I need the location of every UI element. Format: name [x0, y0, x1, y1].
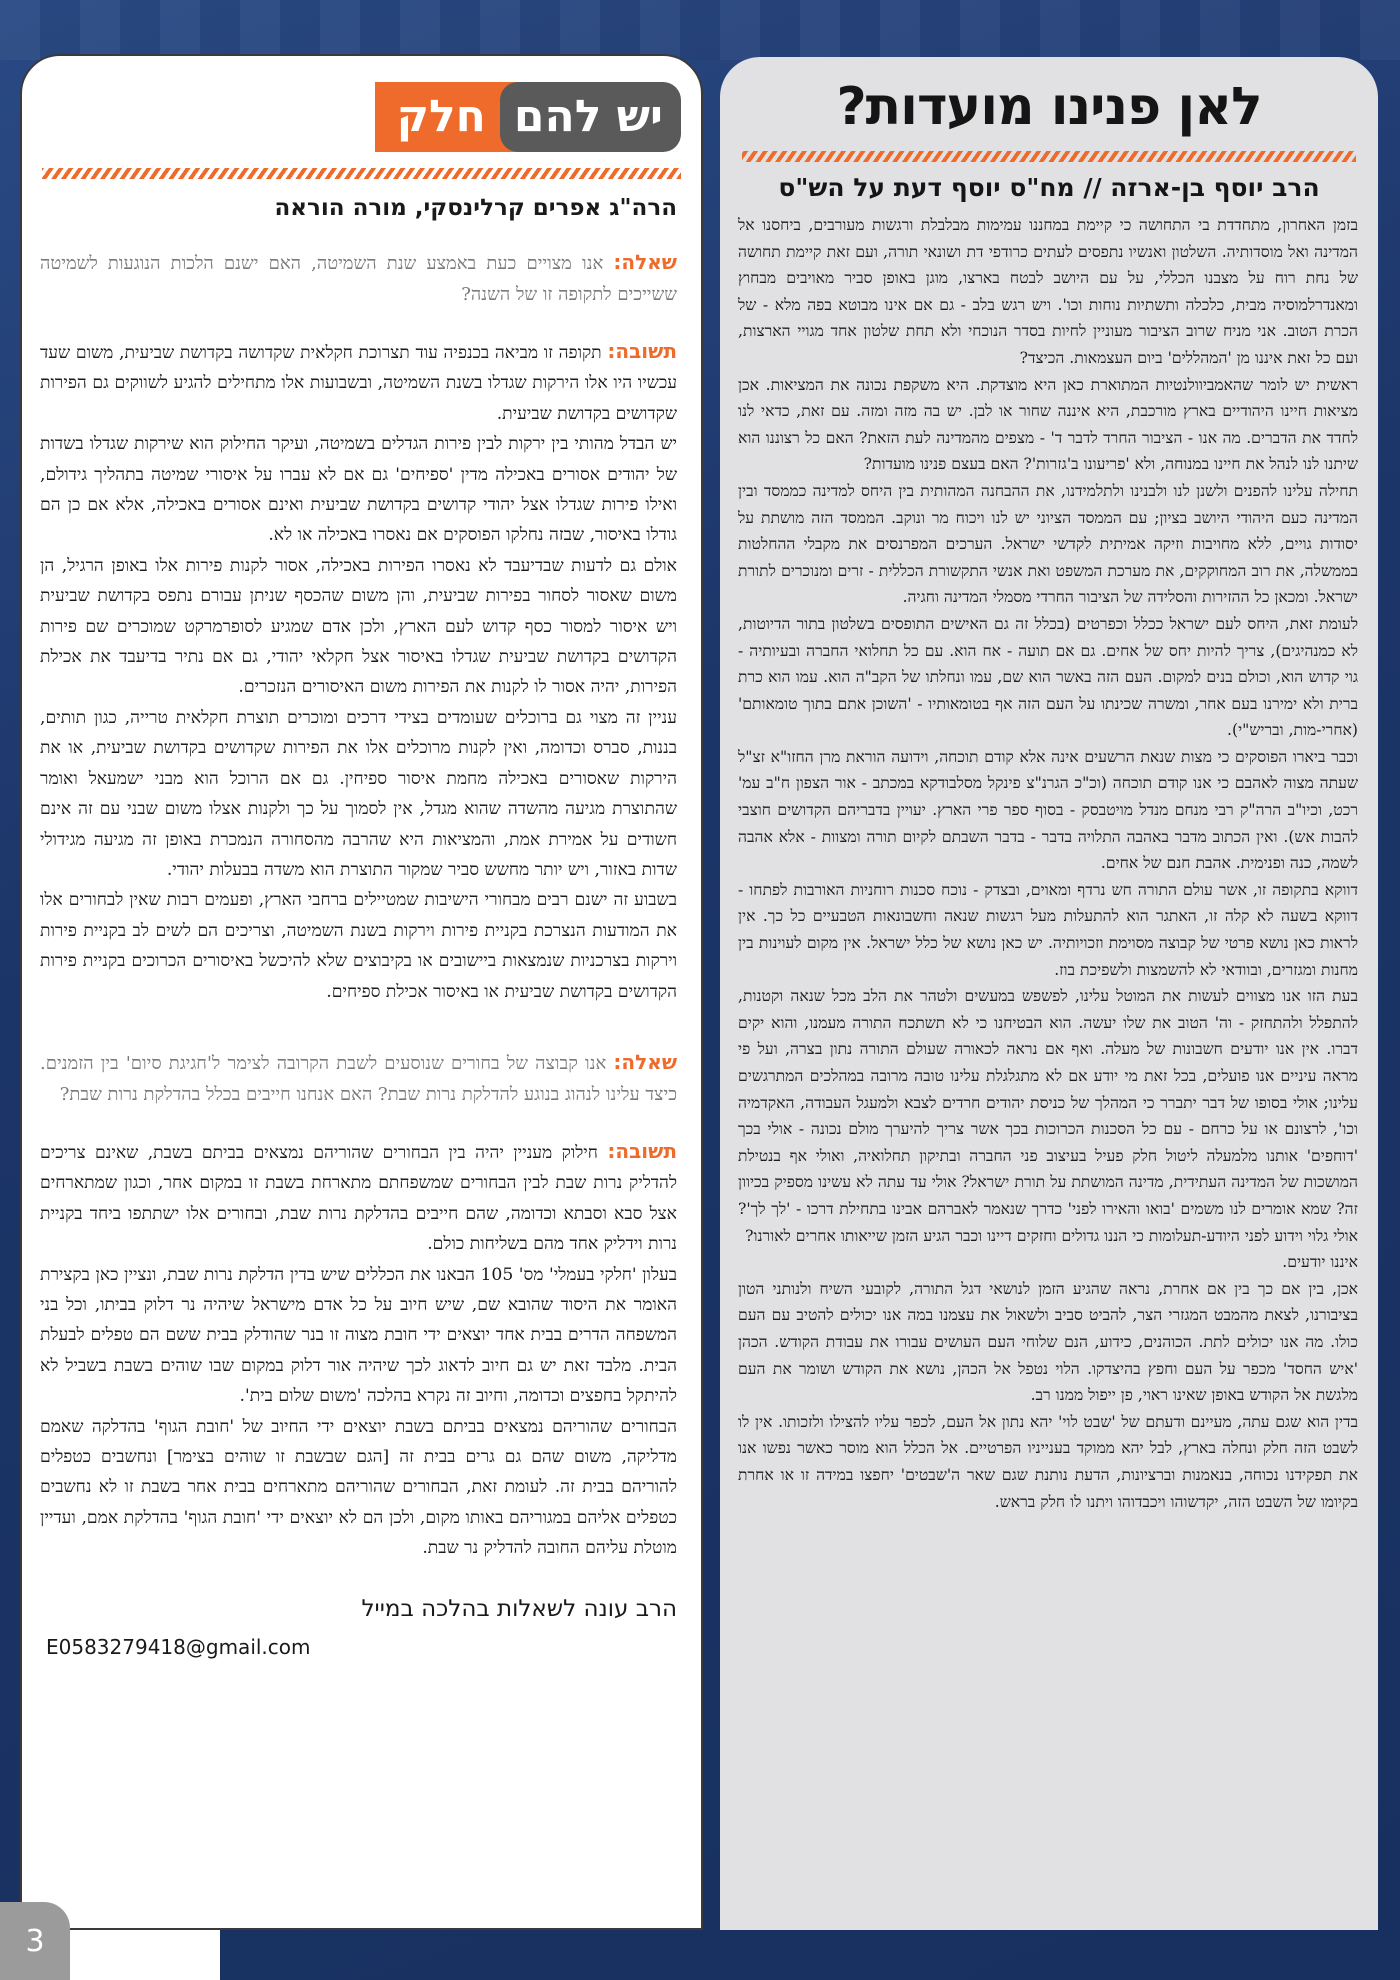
question-label: שאלה: [613, 1049, 677, 1074]
article-paragraph: אכן, בין אם כך בין אם אחרת, נראה שהגיע הזמן לנושאי דגל התורה, לקובעי השיח ולנותני הטון בציבורנו, לצאת מהמבט המגזרי הצר, להביט סביב ולשאול את עצמנו במה אנו יכולים להטיב עם העם כולו. מה אנו יכולים לתת. הכוהנים, כידוע, הנם שלוחי העם העושים עבורו את עבודת הקודש. הכהן 'איש החסד' מכפר על העם וחפץ בהיצדקו. הלוי נטפל אל הכהן, נושא את הקודש ושומר את העם מלגשת אל הקודש באופן שאינו ראוי, פן ייפול ממנו רב. [738, 1279, 1358, 1405]
qa-body [40, 247, 677, 1564]
rabbi-name: הרה"ג אפרים קרלינסקי, מורה הוראה [274, 195, 677, 221]
answer-paragraph: עניין זה מצוי גם ברוכלים שעומדים בצידי דרכים ומוכרים תוצרת חקלאית טרייה, כגון תותים, בננות, סברס וכדומה, ואין לקנות מרוכלים אלו את הפירות שקדושים בקדושת שביעית, או את הירקות שאסורים באכילה מחמת איסור ספיחין. גם אם הרוכל הוא מבני ישמעאל ואומר שהתוצרת מגיעה מהשדה שהוא מגדל, אין לסמוך על כך ולקנות אצלו משום שבני עם זה אינם חשודים על אמירת אמת, והמציאות היא שהרבה מהסחורה הנמכרת באופן זה מגיעה מגידולי שדות באזור, ויש יותר מחשש סביר שמקור התוצרת הוא משדה בבעלות יהודי. [40, 707, 677, 880]
right-article [720, 57, 1378, 1930]
orange-stripe-divider [742, 151, 1356, 162]
answer-paragraph [40, 1136, 677, 1260]
answer-2 [40, 1136, 677, 1564]
question-text: אנו מצויים כעת באמצע שנת השמיטה, האם ישנם הלכות הנוגעות לשמיטה ששייכים לתקופה זו של השנה? [40, 253, 677, 305]
article-paragraph: בעת הזו אנו מצווים לעשות את המוטל עלינו, לפשפש במעשים ולטהר את הלב מכל שנאה וקטנות, להתפלל ולהתחזק - וה' הטוב את שלו יעשה. הוא הבטיחנו כי לא תשתכח התורה מעמנו, והוא יקים דברו. אין אנו יודעים חשבונות של מעלה. ואף אם נראה לכאורה שעולם התורה נתון בצרה, ועל פי מראה עיניים אנו פועלים, בכל זאת מי יודע אם לא מתגלגלת עלינו טובה מרובה במהלכים המתרגשים עלינו; אולי בסופו של דבר יתברר כי המהלך של כניסת יהודים חרדים לצבא ולמעגל העבודה, האקדמיה וכו', לרצונם או על כרחם - עם כל הסכנות הכרוכות בכך אשר צריך להיערך מולם נכונה - אולי בכך 'דוחפים' אותנו מלמעלה ליטול חלק פעיל בעיצוב פני החברה ובתיקון תחלואיה, ואולי אף בנטילת המושכות של המדינה העתידית, מדינה המושתת על תורת ישראל? אולי עד עתה לא עשינו מספיק בכיוון זה? שמא אומרים לנו משמים 'בואו והאירו לפני' כדרך שנאמר לאברהם אבינו בתחילת דרכו - 'לך לך'? אולי גלוי וידוע לפני היודע-תעלומות כי הננו גדולים וחזקים דיינו וכבר הגיע הזמן שייאותו אחרים לאורנו? [738, 987, 1358, 1245]
section-header [346, 82, 681, 152]
article-body [738, 212, 1358, 1515]
page-number: 3 [0, 1902, 70, 1980]
answer-text: תקופה זו מביאה בכנפיה עוד תצרוכת חקלאית שקדושה בקדושת שביעית, משום שעד עכשיו היו אלו הירקות שגדלו בשנת השמיטה, ובשבועות אלו מתחילים להגיע לשווקים גם הפירות שקדושים בקדושת שביעית. [40, 343, 677, 424]
question-2 [40, 1047, 677, 1110]
section-header-gray: יש להם [500, 82, 681, 152]
answer-1 [40, 336, 677, 1007]
answer-paragraph [40, 336, 677, 429]
bottom-white-strip [70, 1930, 220, 1980]
article-paragraph: לעומת זאת, היחס לעם ישראל ככלל וכפרטים (בכלל זה גם האישים התופסים בשלטון בתור הדיוטות, לא כמנהיגים), צריך להיות יחס של אחים. גם אם תועה - אח הוא. עם כל תחלואי החברה ובעיותיה - גוי קדוש הוא, וכולם בנים למקום. העם הזה באשר הוא שם, עמו ונחלתו של הקב"ה הוא. עמו הוא כרת ברית ולא ימירנו בעם אחר, ומשרה שכינתו על העם הזה אף בטומאותיו - 'השוכן אתם בתוך טומאותם' (אחרי-מות, ובריש"י). [738, 614, 1358, 740]
article-paragraph: וכבר ביארו הפוסקים כי מצות שנאת הרשעים אינה אלא קודם תוכחה, וידועה הוראת מרן החזו"א זצ"ל שעתה מצוה לאהבם כי אנו קודם תוכחה (וכ"כ הגרנ"צ פינקל מסלבודקא במכתב - אור הצפון ח"ב עמ' רכט, וכיו"ב הרה"ק רבי מנחם מנדל מויטבסק - בסוף ספר פרי הארץ. יעויין בדבריהם הקדושים חוצבי להבות אש). ואין הכתוב מדבר באהבה התלויה בדבר - בדבר השבתם לקיום תורה ומצוות - אלא אהבה לשמה, כנה ופנימית. אהבת חנם של אחים. [738, 747, 1358, 873]
answer-text: חילוק מעניין יהיה בין הבחורים שהוריהם נמצאים בביתם בשבת, שאינם צריכים להדליק נרות שבת לבין הבחורים שמשפחתם מתארחת בשבת זו במקום אחר, וכגון שמתארחים אצל סבא וסבתא וכדומה, שהם חייבים בהדלקת נרות שבת, ובחורים אלו ישתתפו ביחד בקניית נרות וידליק אחד מהם בשליחות כולם. [40, 1142, 677, 1255]
article-byline: הרב יוסף בן-ארזה // מח"ס יוסף דעת על הש"ס [778, 173, 1320, 202]
contact-email-link[interactable]: E0583279418@gmail.com [46, 1634, 311, 1659]
answer-label: תשובה: [607, 1138, 677, 1163]
answer-paragraph: אולם גם לדעות שבדיעבד לא נאסרו הפירות באכילה, אסור לקנות פירות אלו באופן הרגיל, הן משום שאסור לסחור בפירות שביעית, והן משום שהכסף שניתן עבורם נתפס בקדושת שביעית ויש איסור למסור כסף קדוש לעם הארץ, ולכן אדם שמגיע לסופרמרקט שמוכרים שם פירות הקדושים בקדושת שביעית שגדלו באיסור אצל חקלאי יהודי, גם אם נתיר בדיעבד את אכילת הפירות, יהיה אסור לו לקנות את הפירות משום האיסורים הנזכרים. [40, 555, 677, 698]
article-paragraph: דווקא בתקופה זו, אשר עולם התורה חש נרדף ומאוים, ובצדק - נוכח סכנות רוחניות האורבות לפתחו - דווקא בשעה לא קלה זו, האתגר הוא להתעלות מעל רגשות שנאה וחשבונאות הטבעיים כל כך. אין לראות כאן נושא פרטי של קבוצה מסוימת וזכויותיה. יש כאן נושא של כלל ישראל. אין מקום לעוינות בין מחנות ומגזרים, ובוודאי לא להשמצות ולשפיכת בוז. [738, 880, 1358, 979]
question-label: שאלה: [613, 250, 677, 274]
answer-paragraph: בשבוע זה ישנם רבים מבחורי הישיבות שמטיילים ברחבי הארץ, ופעמים רבות שאין לבחורים אלו את המודעות הנצרכת בקניית פירות וירקות בשנת השמיטה, וצריכים הם לשים לב בקניית פירות וירקות בצרכניות שנמצאות ביישובים או בקיבוצים שלא להיכשל באיסורים הכרוכים בקניית פירות הקדושים בקדושת שביעית או באיסור אכילת ספיחים. [40, 890, 677, 1002]
section-header-orange: חלק [375, 82, 518, 152]
answer-paragraph: יש הבדל מהותי בין ירקות לבין פירות הגדלים בשמיטה, ועיקר החילוק הוא שירקות שגדלו בשדות של יהודים אסורים באכילה מדין 'ספיחים' גם אם לא עברו על איסורי שמיטה בתהליך גידולם, ואילו פירות שגדלו אצל יהודי קדושים בקדושת שביעית ואינם אסורים באכילה, אלא אם כן הם גודלו באיסור, שבזה נחלקו הפוסקים אם נאסרו באכילה או לא. [40, 434, 677, 546]
background-pattern [0, 0, 1400, 60]
answer-paragraph: הבחורים שהוריהם נמצאים בביתם בשבת יוצאים ידי החיוב של 'חובת הגוף' בהדלקה שאמם מדליקה, משום שהם גם גרים בבית זה [הגם שבשבת זו שוהים בצימר] ונחשבים כטפלים להוריהם בבית זה. לעומת זאת, הבחורים שהוריהם מתארחים בבית אחר בשבת זו לא נחשבים כטפלים אליהם במגוריהם באותו מקום, ולכן הם לא יוצאים ידי 'חובת הגוף' בהדלקת אמם, ועדיין מוטלת עליהם החובה להדליק נר שבת. [40, 1416, 677, 1559]
question-text: אנו קבוצה של בחורים שנוסעים לשבת הקרובה לצימר ל'חגיגת סיום' בין הזמנים. כיצד עלינו לנהוג בנוגע להדלקת נרות שבת? האם אנחנו חייבים בכלל בהדלקת נרות שבת? [40, 1052, 677, 1105]
email-note: הרב עונה לשאלות בהלכה במייל [361, 1595, 677, 1622]
question-1 [40, 247, 677, 310]
answer-label: תשובה: [607, 339, 677, 363]
orange-stripe-divider [42, 168, 681, 179]
qa-section [20, 54, 703, 1930]
article-title: לאן פנינו מועדות? [836, 77, 1262, 137]
article-paragraph: תחילה עלינו להפנים ולשנן לנו ולבנינו ולתלמידנו, את ההבחנה המהותית בין היחס למדינה כממסד ובין המדינה כעם היהודי היושב בציון; עם הממסד הציוני יש לנו ויכוח מר ונוקב. הממסד הזה מושתת על יסודות גויים, ללא מחויבות וזיקה אמיתית לקדשי ישראל. הערכים המפרנסים את מקבלי ההחלטות בממשלה, את רוב המחוקקים, את מערכת המשפט ואת אנשי התקשורת הכללית - זרים ומנוכרים לתורת ישראל. ומכאן כל ההזירות והסלידה של הציבור החרדי מסמלי המדינה וחגיה. [738, 481, 1358, 607]
article-paragraph: בזמן האחרון, מתחדדת בי התחושה כי קיימת במחננו עמימות מבלבלת ורגשות מעורבים, ביחסנו אל המדינה ואל מוסדותיה. השלטון ואנשיו נתפסים לעתים כרודפי דת ושונאי תורה, ועם זאת קיימת תחושה של נחת רוח על מצבנו הכללי, על עם היושב לבטח בארצו, מוגן באופן סביר מאויבים מבחוץ ומאנדרלמוסיה מבית, כלכלה ותשתיות נוחות וכו'. ויש רגש בלב - גם אם אינו מבוטא בפה מלא - של הכרת הטוב. אני מניח שרוב הציבור מעוניין לחיות בסדר הנוכחי ולא תחת שלטון אחד מגויי הארצות, ועם כל זאת איננו מן 'המהללים' ביום העצמאות. הכיצד? [738, 216, 1358, 367]
article-paragraph: ראשית יש לומר שהאמביוולנטיות המתוארת כאן היא מוצדקת. היא משקפת נכונה את המציאות. אכן מציאות חיינו היהודיים בארץ מורכבת, היא איננה שחור או לבן. יש בה מזה ומזה. עם זאת, כדאי לנו לחדד את הדברים. מה אנו - הציבור החרד לדבר ד' - מצפים מהמדינה לעת הזאת? האם כל רצוננו הוא שיתנו לנו לנהל את חיינו במנוחה, ולא 'פריעונו ב'גזרות'? האם בעצם פנינו מועדות? [738, 375, 1358, 474]
article-paragraph: איננו יודעים. [1282, 1253, 1358, 1272]
answer-paragraph: בעלון 'חלקי בעמלי' מס' 105 הבאנו את הכללים שיש בדין הדלקת נרות שבת, ונציין כאן בקצירת האומר את היסוד שהובא שם, שיש חיוב על כל אדם מישראל שיהיה נר דלוק בביתו, וכל בני המשפחה הדרים בבית אחד יוצאים ידי חובת מצוה זו בנר שהודלק בבית ששם הם טפלים לבעלת הבית. מלבד זאת יש גם חיוב לדאוג לכך שיהיה אור דלוק במקום שבו שוהים בשבת בשביל לא להיתקל בחפצים וכדומה, וחיוב זה נקרא בהלכה 'משום שלום בית'. [40, 1264, 677, 1407]
article-paragraph: בדין הוא שגם עתה, מעיינם ודעתם של 'שבט לוי' יהא נתון אל העם, לכפר עליו להצילו ולזכותו. אין לו לשבט הזה חלק ונחלה בארץ, לבל יהא ממוקד בענייניו הפרטיים. אל הכלל הוא מוסר כאשר נפשו אנו את תפקידנו נכוחה, בנאמנות וברציונות, הדעת נותנת שגם שאר ה'שבטים' יחפצו במידה זו או אחרת בקיומו של השבט הזה, יקדשוהו ויכבדוהו ויתנו לו חלק בראש. [738, 1412, 1358, 1511]
